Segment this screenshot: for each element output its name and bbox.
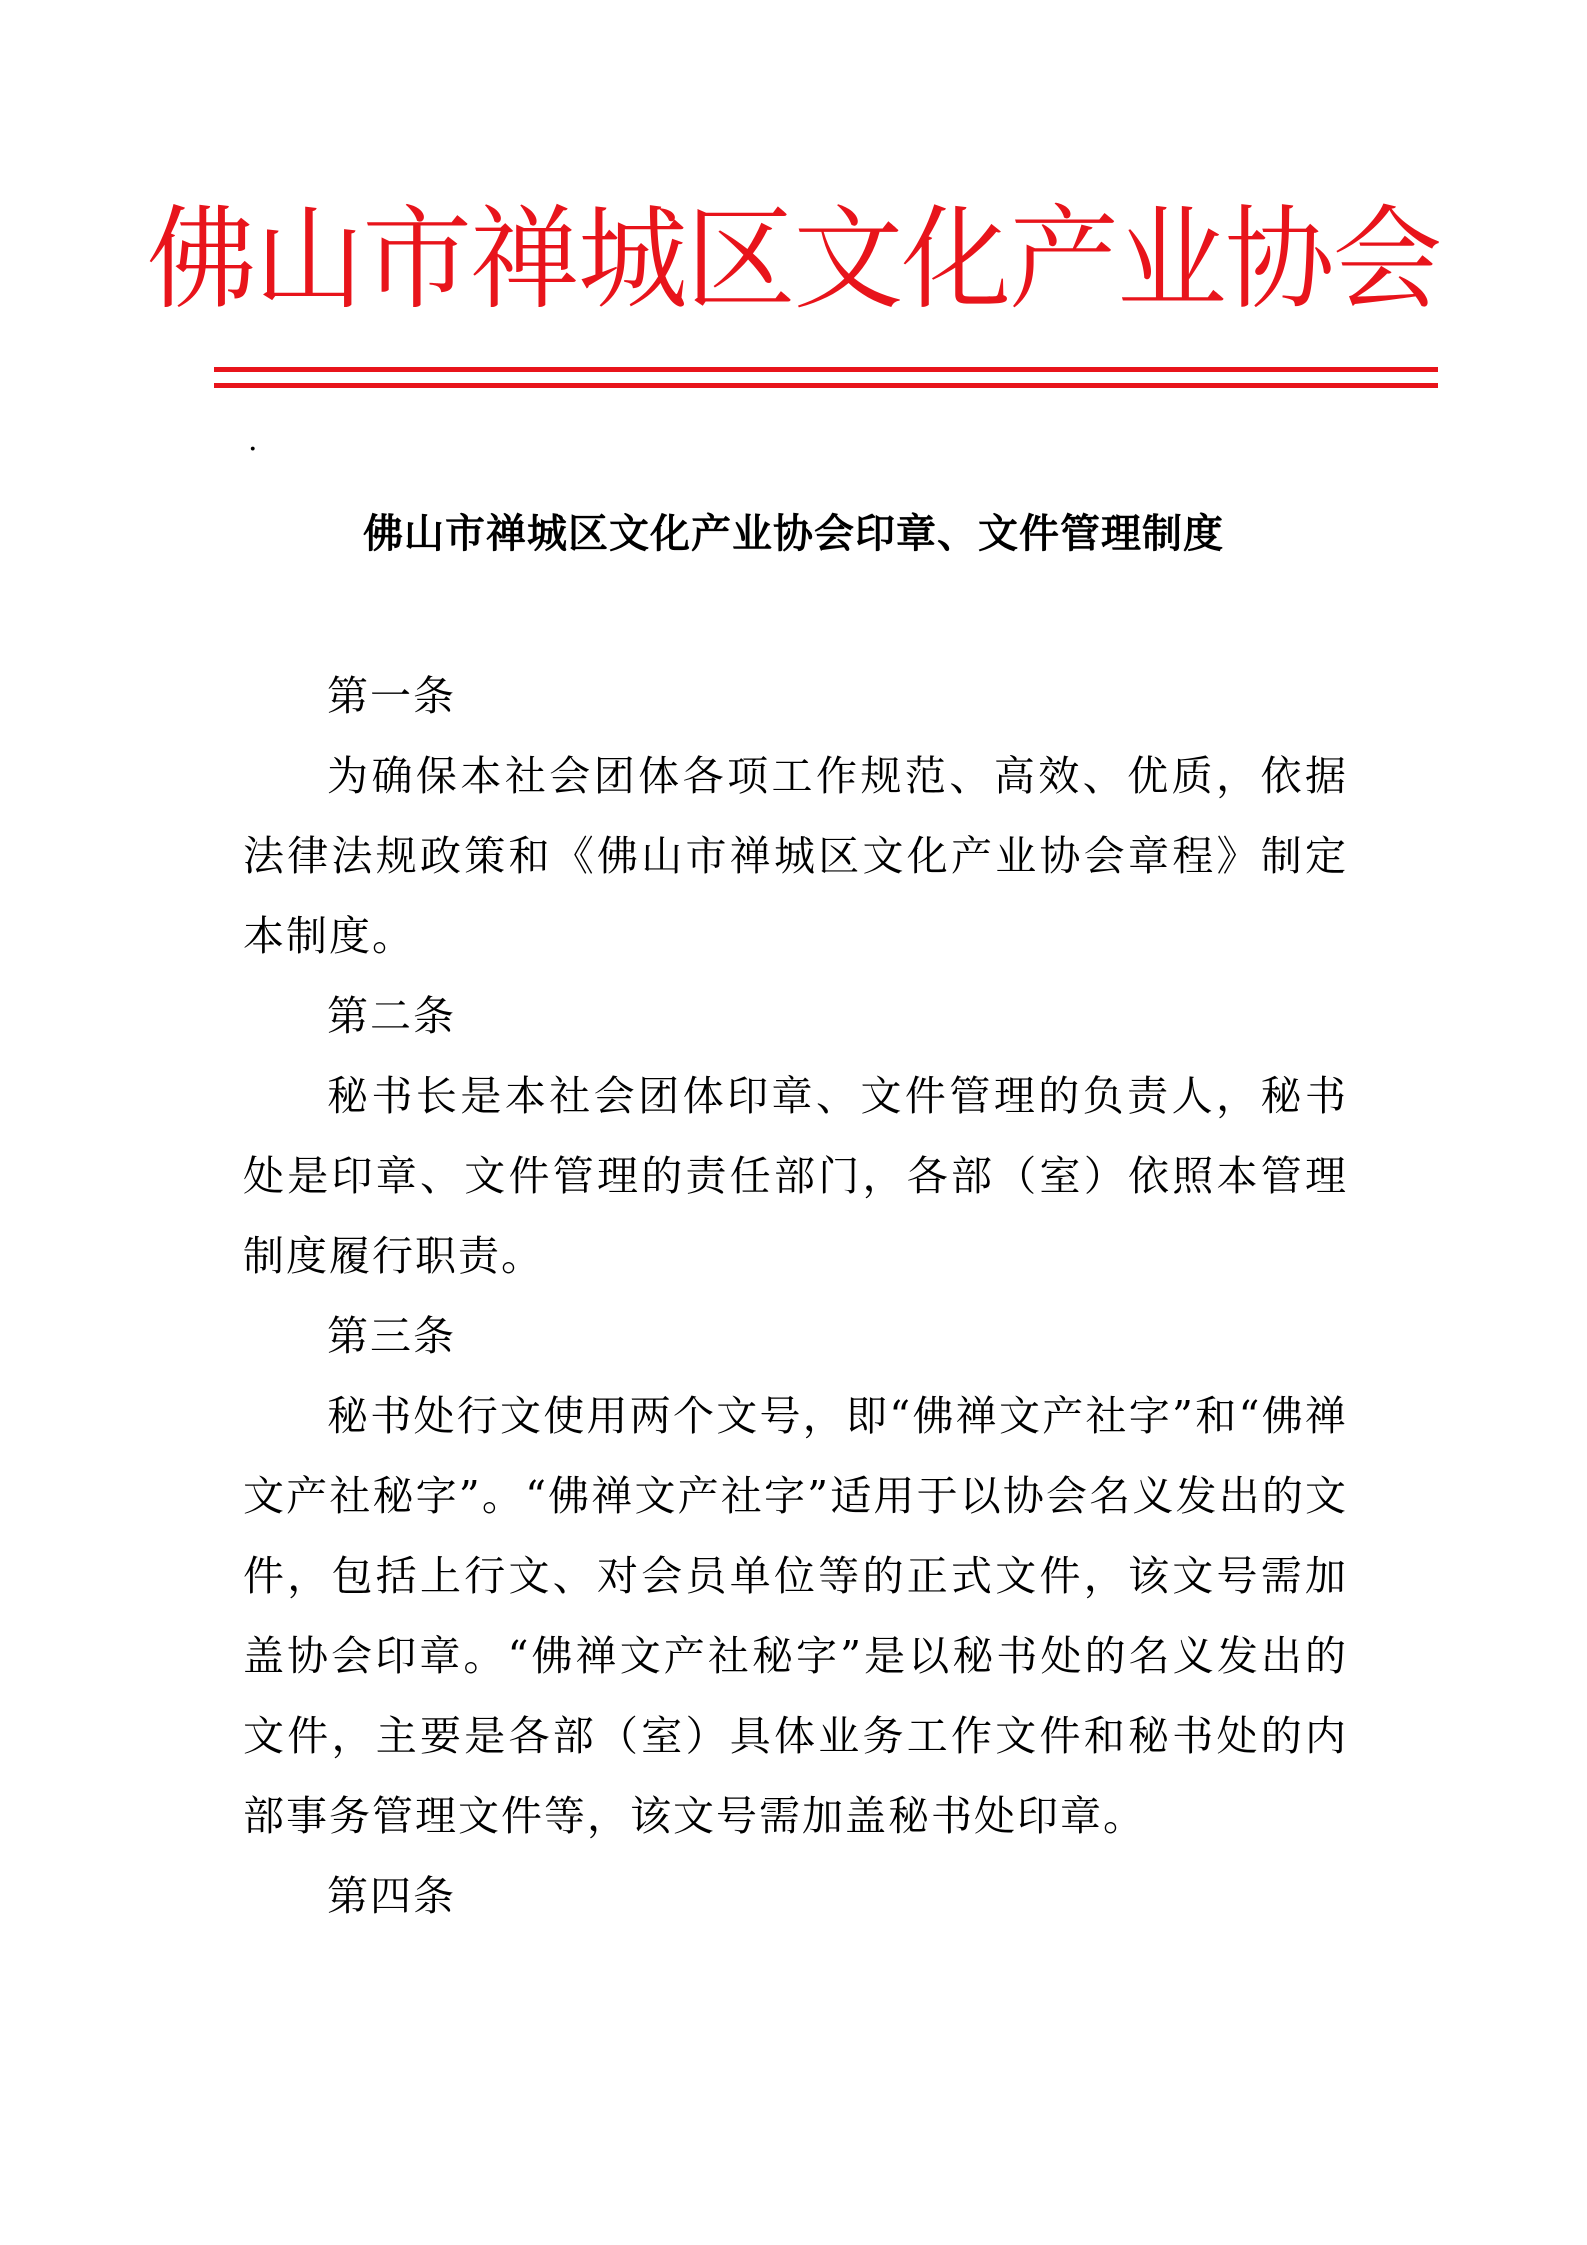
article-1-text: 为确保本社会团体各项工作规范、高效、优质，依据法律法规政策和《佛山市禅城区文化产业协会章程》制定本制度。 — [243, 752, 1348, 960]
article-3-text: 秘书处行文使用两个文号，即“佛禅文产社字”和“佛禅文产社秘字”。“佛禅文产社字”适用于以协会名义发出的文件，包括上行文、对会员单位等的正式文件，该文号需加盖协会印章。“佛禅文产社秘字”是以秘书处的名义发出的文件，主要是各部（室）具体业务工作文件和秘书处的内部事务管理文件等，该文号需加盖秘书处印章。 — [243, 1392, 1348, 1840]
letterhead-title: 佛山市禅城区文化产业协会 — [146, 195, 1441, 325]
article-3-heading: 第三条 — [327, 1312, 456, 1360]
article-2-heading: 第二条 — [327, 992, 456, 1040]
dot-mark: · — [248, 432, 258, 467]
letterhead-rule-bottom — [214, 383, 1438, 388]
article-2-text: 秘书长是本社会团体印章、文件管理的负责人，秘书处是印章、文件管理的责任部门，各部（室）依照本管理制度履行职责。 — [243, 1072, 1348, 1280]
article-1-heading: 第一条 — [327, 672, 456, 720]
document-body — [243, 656, 1348, 1936]
document-title: 佛山市禅城区文化产业协会印章、文件管理制度 — [363, 510, 1224, 557]
letterhead-rule-top — [214, 367, 1438, 372]
article-4-heading: 第四条 — [327, 1872, 456, 1920]
